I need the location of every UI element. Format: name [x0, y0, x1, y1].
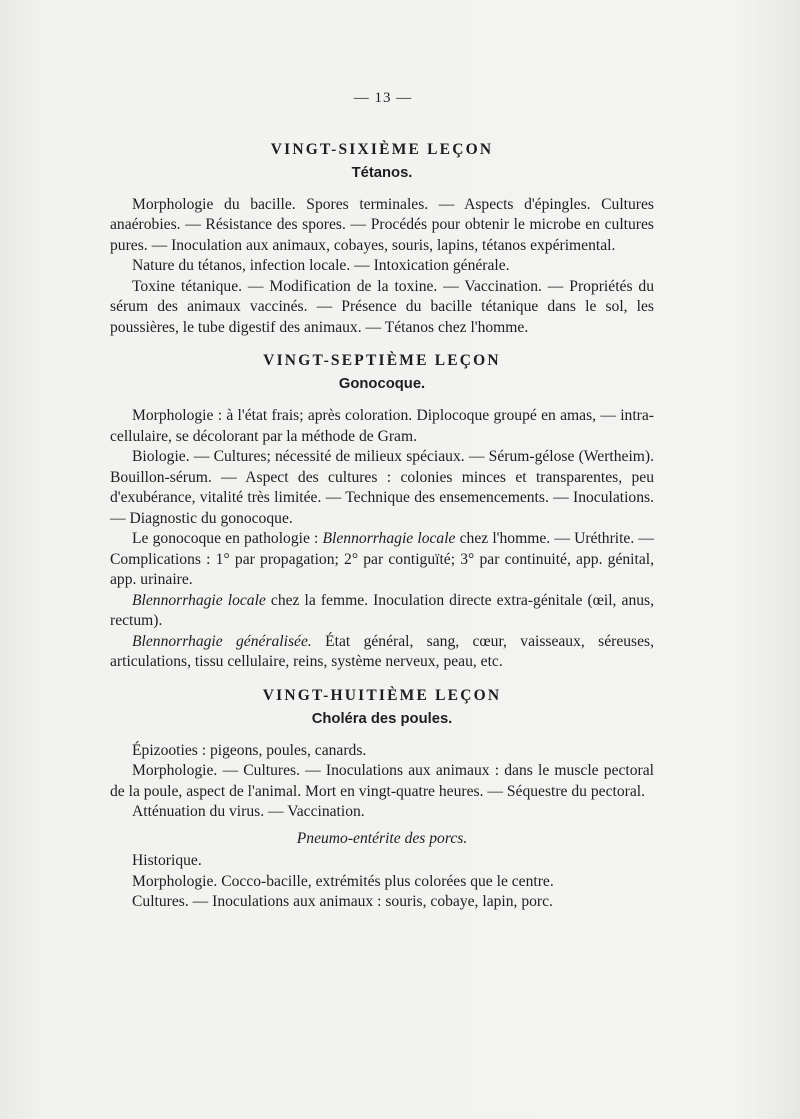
paragraph: Atténuation du virus. — Vaccination. [132, 803, 365, 820]
italic-term: Blennorrhagie locale [132, 591, 266, 609]
page-number: — 13 — [353, 90, 413, 106]
paragraph: Cultures. — Inoculations aux animaux : souris, cobaye, lapin, porc. [132, 893, 553, 910]
lesson-28 [110, 685, 654, 913]
lesson-heading: VINGT-SEPTIÈME LEÇON [263, 352, 501, 369]
italic-term: Blennorrhagie généralisée. [132, 632, 312, 650]
paragraph-text: État général, sang, cœur, vaisseaux, séreuses, articulations, tissu cellulaire, reins, système nerveux, peau, etc. [110, 632, 654, 670]
paragraph [110, 591, 654, 632]
lesson-27 [110, 350, 654, 673]
paragraph: Morphologie. Cocco-bacille, extrémités plus colorées que le centre. [132, 872, 554, 890]
paragraph: Morphologie du bacille. Spores terminales. — Aspects d'épingles. Cultures anaérobies. — Résistance des spores. — Procédés pour obtenir le microbe en cultures pures. — Inoculation aux animaux, cobayes, souris, lapins, tétanos expérimental. [110, 195, 654, 254]
paragraph: Épizooties : pigeons, poules, canards. [132, 741, 367, 759]
paragraph: Historique. [132, 852, 202, 869]
lesson-heading: VINGT-SIXIÈME LEÇON [270, 140, 494, 158]
paragraph-text: chez l'homme. — Uréthrite. — Complications : 1° par propagation; 2° par contiguïté; 3° par continuité, app. génital, app. urinaire. [110, 530, 654, 588]
paragraph [110, 632, 654, 673]
paragraph-text: chez la femme. Inoculation directe extra-génitale (œil, anus, rectum). [110, 591, 655, 629]
lesson-26 [110, 139, 654, 339]
paragraph: Morphologie. — Cultures. — Inoculations aux animaux : dans le muscle pectoral de la poule, aspect de l'animal. Mort en vingt-quatre heures. — Séquestre du pectoral. [110, 762, 654, 800]
paragraph-text: Le gonocoque en pathologie : [132, 530, 323, 547]
paragraph [110, 529, 654, 591]
paragraph: Biologie. — Cultures; nécessité de milieux spéciaux. — Sérum-gélose (Wertheim). Bouillon-sérum. — Aspect des cultures : colonies minces et transparentes, peu d'exubérance, vitalité très limitée. — Technique des ensemencements. — Inoculations. — Diagnostic du gonocoque. [110, 448, 654, 527]
sub-section-title: Pneumo-entérite des porcs. [296, 829, 468, 847]
lesson-subheading: Tétanos. [351, 164, 413, 181]
italic-term: Blennorrhagie locale [322, 530, 456, 547]
lesson-subheading: Choléra des poules. [311, 710, 453, 727]
paragraph: Nature du tétanos, infection locale. — Intoxication générale. [132, 257, 510, 274]
page-content [110, 88, 654, 925]
paragraph: Morphologie : à l'état frais; après coloration. Diplocoque groupé en amas, — intra-cellulaire, se décolorant par la méthode de Gram. [110, 407, 654, 445]
lesson-subheading: Gonocoque. [338, 376, 426, 392]
paragraph: Toxine tétanique. — Modification de la toxine. — Vaccination. — Propriétés du sérum des animaux vaccinés. — Présence du bacille tétanique dans le sol, les poussières, le tube digestif des animaux. — Tétanos chez l'homme. [110, 277, 654, 336]
lesson-heading: VINGT-HUITIÈME LEÇON [262, 686, 502, 704]
